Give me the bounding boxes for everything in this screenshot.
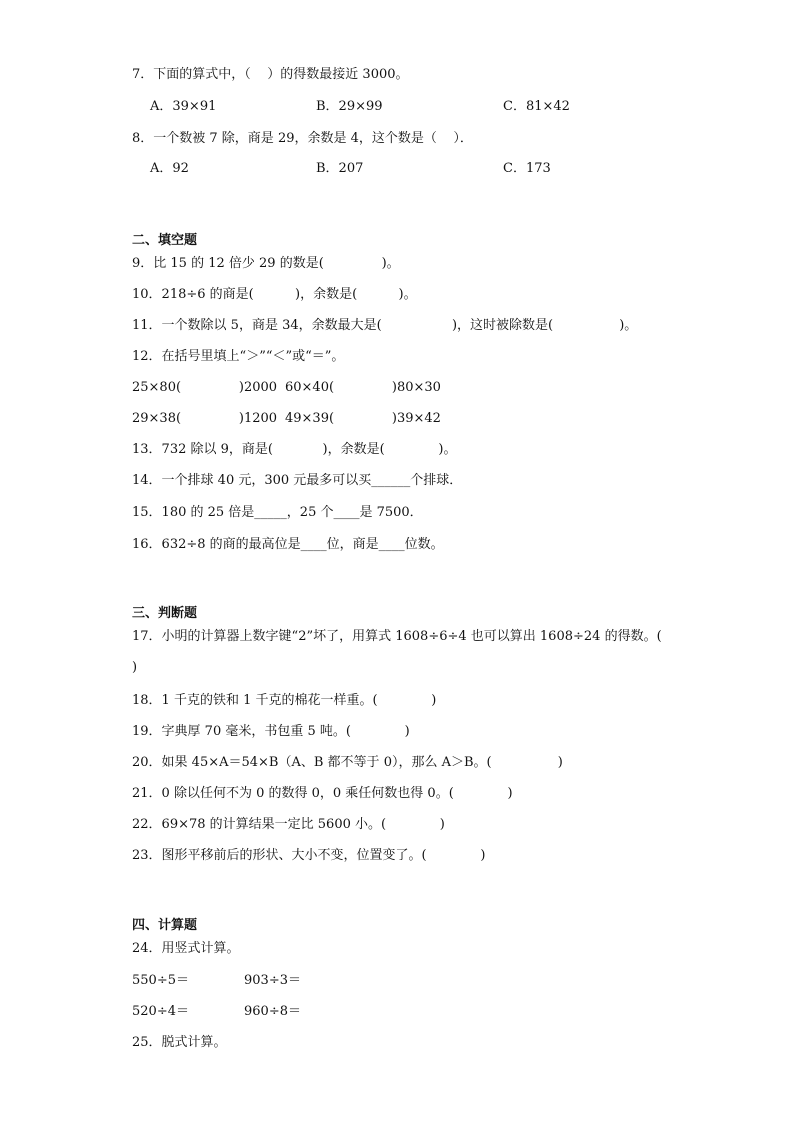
question-16: 16．632÷8 的商的最高位是____位，商是____位数。 — [132, 537, 444, 552]
question-7-option-c: C．81×42 — [503, 99, 570, 114]
comparison-item: 25×80( )2000 — [132, 380, 278, 395]
question-8-option-b: B．207 — [316, 161, 364, 176]
comparison-item: 60×40( )80×30 — [285, 380, 441, 395]
comparison-item: 49×39( )39×42 — [285, 411, 441, 426]
question-7-option-a: A．39×91 — [150, 99, 217, 114]
question-20: 20．如果 45×A＝54×B（A、B 都不等于 0），那么 A＞B。( ) — [132, 755, 563, 770]
section-title-calculation: 四、计算题 — [132, 918, 198, 933]
calculation-item: 520÷4＝ — [132, 1004, 189, 1019]
question-21: 21．0 除以任何不为 0 的数得 0，0 乘任何数也得 0。( ) — [132, 786, 513, 801]
question-8-option-a: A．92 — [150, 161, 189, 176]
question-12: 12．在括号里填上“＞”“＜”或“＝”。 — [132, 349, 345, 364]
question-7-option-b: B．29×99 — [316, 99, 383, 114]
question-17-line-2: ) — [132, 660, 138, 675]
question-17-line-1: 17．小明的计算器上数字键“2”坏了，用算式 1608÷6÷4 也可以算出 1608÷24 的得数。( — [132, 629, 662, 644]
question-25: 25．脱式计算。 — [132, 1035, 227, 1050]
calculation-item: 550÷5＝ — [132, 973, 189, 988]
question-8-stem: 8．一个数被 7 除，商是 29，余数是 4，这个数是（ ）． — [132, 131, 473, 146]
question-8-option-c: C．173 — [503, 161, 551, 176]
question-18: 18．1 千克的铁和 1 千克的棉花一样重。( ) — [132, 693, 437, 708]
question-22: 22．69×78 的计算结果一定比 5600 小。( ) — [132, 817, 445, 832]
calculation-item: 960÷8＝ — [244, 1004, 301, 1019]
question-24: 24．用竖式计算。 — [132, 941, 240, 956]
section-title-fill-in: 二、填空题 — [132, 233, 198, 248]
question-10: 10．218÷6 的商是( )，余数是( )。 — [132, 287, 417, 302]
question-13: 13．732 除以 9，商是( )，余数是( )。 — [132, 442, 457, 457]
comparison-item: 29×38( )1200 — [132, 411, 278, 426]
section-title-true-false: 三、判断题 — [132, 606, 198, 621]
question-14: 14．一个排球 40 元，300 元最多可以买______个排球． — [132, 473, 463, 488]
question-7-stem: 7．下面的算式中，（ ）的得数最接近 3000。 — [132, 67, 409, 82]
question-19: 19．字典厚 70 毫米，书包重 5 吨。( ) — [132, 724, 410, 739]
question-23: 23．图形平移前后的形状、大小不变，位置变了。( ) — [132, 848, 486, 863]
question-11: 11．一个数除以 5，商是 34，余数最大是( )，这时被除数是( )。 — [132, 318, 638, 333]
question-9: 9．比 15 的 12 倍少 29 的数是( )。 — [132, 256, 400, 271]
calculation-item: 903÷3＝ — [244, 973, 301, 988]
question-15: 15．180 的 25 倍是_____，25 个____是 7500． — [132, 505, 423, 520]
